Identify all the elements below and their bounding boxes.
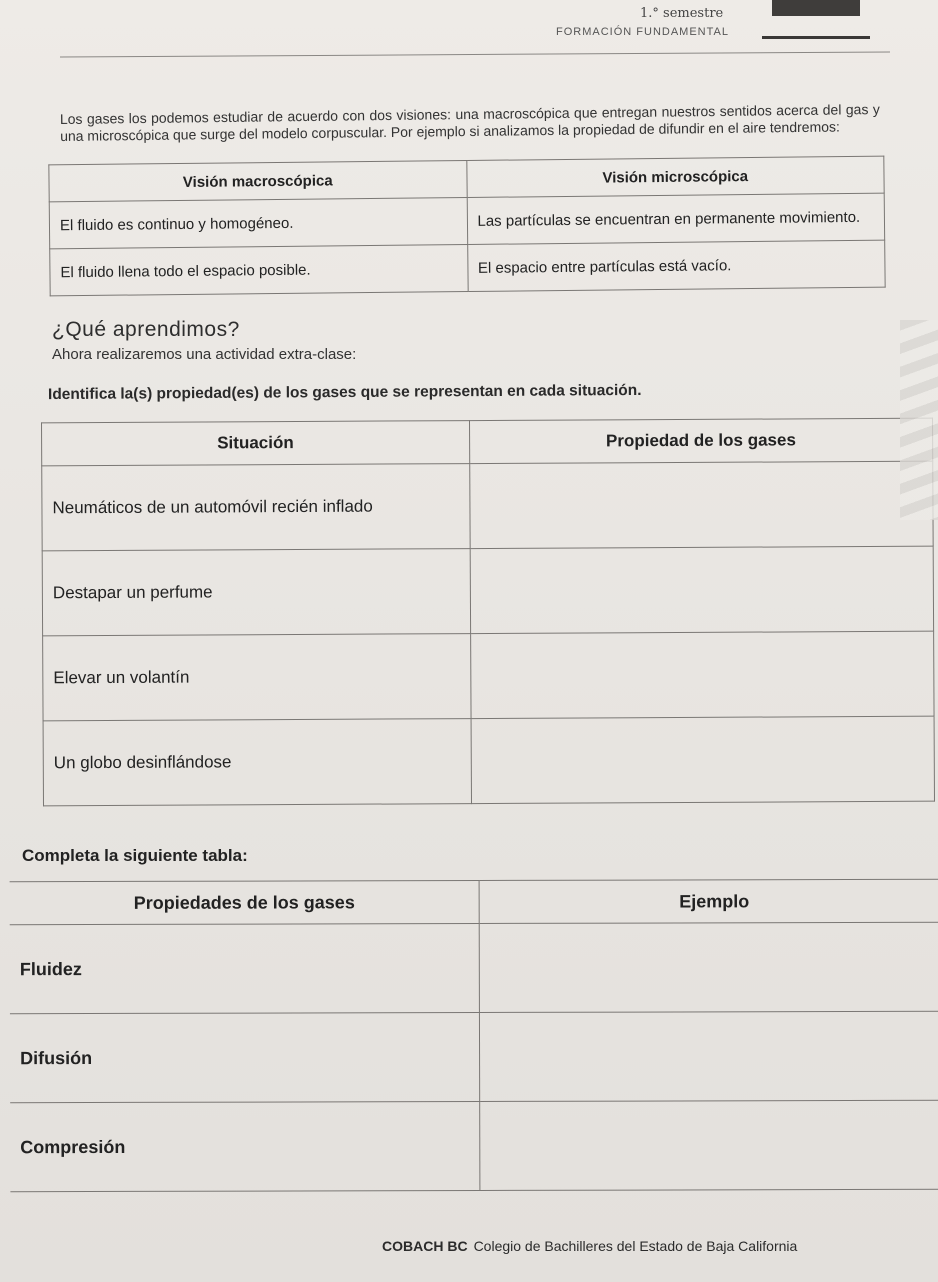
table-row <box>50 240 885 296</box>
vision-cell: El fluido llena todo el espacio posible. <box>50 244 468 295</box>
answer-cell[interactable] <box>480 1100 938 1190</box>
answer-cell[interactable] <box>479 922 938 1012</box>
vision-header-macro: Visión macroscópica <box>49 161 467 202</box>
answer-cell[interactable] <box>471 716 935 803</box>
vision-table <box>48 156 885 297</box>
table-row <box>43 716 934 806</box>
vision-cell: El espacio entre partículas está vacío. <box>467 240 885 291</box>
instruction-completa: Completa la siguiente tabla: <box>22 846 248 865</box>
situacion-table <box>41 418 935 807</box>
vision-header-micro: Visión microscópica <box>466 156 884 197</box>
answer-cell[interactable] <box>470 631 934 718</box>
table-row <box>10 1011 938 1102</box>
propiedad-cell: Difusión <box>10 1013 480 1103</box>
page-edge-shadow <box>900 320 938 520</box>
header-divider <box>60 51 890 57</box>
table-row <box>10 922 938 1013</box>
table-row <box>42 546 933 636</box>
section-title: ¿Qué aprendimos? <box>52 318 240 341</box>
table-row <box>43 631 934 721</box>
answer-cell[interactable] <box>480 1011 938 1101</box>
formation-label: FORMACIÓN FUNDAMENTAL <box>556 26 729 38</box>
answer-cell[interactable] <box>469 461 933 548</box>
footer-brand: COBACH BC <box>382 1238 468 1254</box>
table-row <box>10 1100 938 1191</box>
situacion-cell: Destapar un perfume <box>42 549 470 636</box>
situacion-cell: Neumáticos de un automóvil recién inflado <box>42 464 470 551</box>
answer-cell[interactable] <box>470 546 934 633</box>
situacion-cell: Elevar un volantín <box>43 634 471 721</box>
propiedad-cell: Compresión <box>10 1102 480 1192</box>
footer-name: Colegio de Bachilleres del Estado de Baja California <box>473 1238 798 1254</box>
activity-note: Ahora realizaremos una actividad extra-clase: <box>52 346 357 363</box>
header-bar <box>762 36 870 39</box>
propiedad-cell: Fluidez <box>10 924 480 1014</box>
situacion-cell: Un globo desinflándose <box>43 719 471 806</box>
propiedades-table <box>10 879 938 1192</box>
propiedad-header: Propiedad de los gases <box>469 418 933 463</box>
header-tab <box>772 0 860 16</box>
ejemplo-header: Ejemplo <box>479 879 938 923</box>
instruction-identifica: Identifica la(s) propiedad(es) de los gases que se representan en cada situación. <box>47 381 642 404</box>
semester-label: 1.° semestre <box>640 6 724 21</box>
propiedades-header: Propiedades de los gases <box>10 881 480 925</box>
situacion-header: Situación <box>42 421 470 466</box>
vision-cell: El fluido es continuo y homogéneo. <box>49 198 467 249</box>
intro-paragraph: Los gases los podemos estudiar de acuerdo con dos visiones: una macroscópica que entregan nuestros sentidos acerca del gas y una microscópica que surge del modelo corpuscular. Por ejemplo si analizamos la propiedad de difundir en el aire tendremos: <box>59 100 880 145</box>
footer <box>382 1238 797 1254</box>
table-row <box>42 461 933 551</box>
vision-cell: Las partículas se encuentran en permanente movimiento. <box>467 193 885 244</box>
